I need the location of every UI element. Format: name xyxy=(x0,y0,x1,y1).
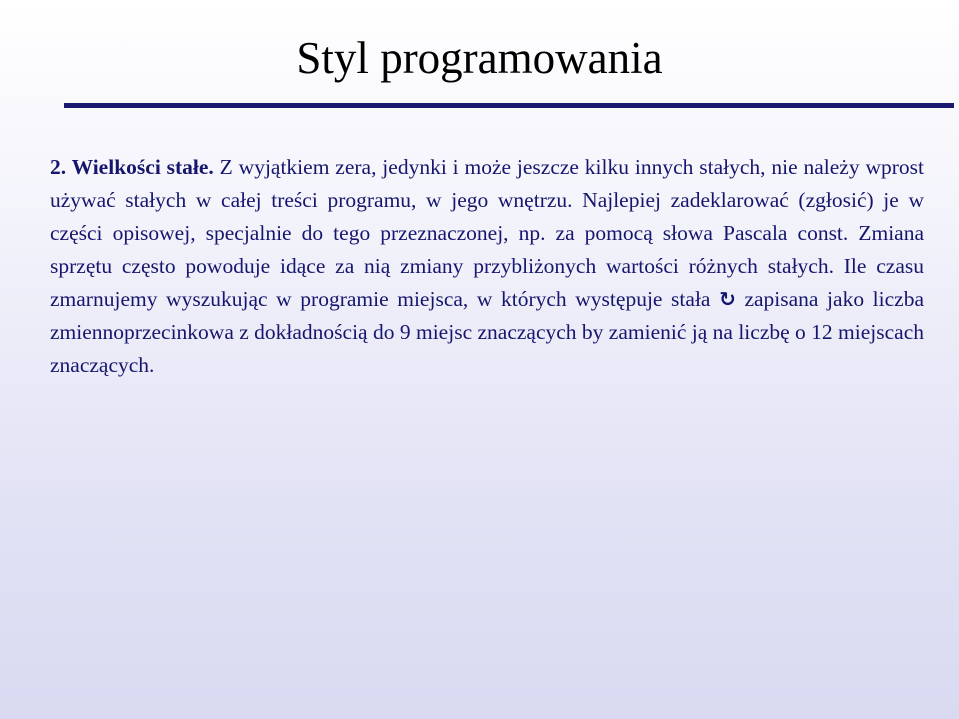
title-divider xyxy=(64,103,954,108)
paragraph-lead: 2. Wielkości stałe. xyxy=(50,155,214,179)
body-paragraph xyxy=(50,151,924,382)
paragraph-text-before-symbol: Z wyjątkiem zera, jedynki i może jeszcze kilku innych stałych, nie należy wprost używać stałych w całej treści programu, w jego wnętrzu. Najlepiej zadeklarować (zgłosić) je w części opisowej, specjalnie do tego przeznaczonej, np. za pomocą słowa Pascala const. Zmiana sprzętu często powoduje idące za nią zmiany przybliżonych wartości różnych stałych. Ile czasu zmarnujemy wyszukując w programie miejsca, w których występuje stała xyxy=(50,155,924,311)
paragraph-text-after-symbol: zapisana jako liczba zmiennoprzecinkowa z dokładnością do 9 miejsc znaczących by zamienić ją na liczbę o 12 miejscach znaczących. xyxy=(50,287,925,377)
slide-title: Styl programowania xyxy=(296,33,663,83)
constant-symbol-icon: ↻ xyxy=(719,287,736,311)
